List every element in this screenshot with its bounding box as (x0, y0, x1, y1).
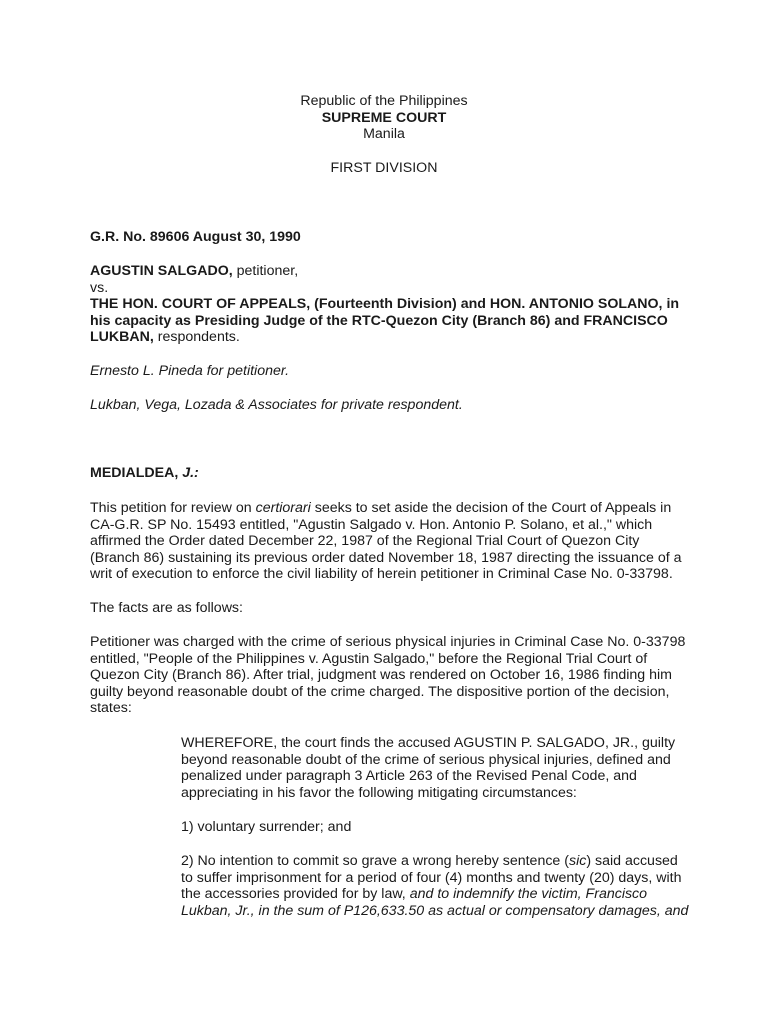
quote-paragraph-1: WHEREFORE, the court finds the accused AGUSTIN P. SALGADO, JR., guilty beyond reasonable doubt of the crime of serious physical injuries, defined and penalized under paragraph 3 Article 263 of the Revised Penal Code, and appreciating in his favor the following mitigating circumstances: (181, 735, 676, 801)
petitioner-name: AGUSTIN SALGADO, (90, 263, 233, 279)
paragraph-1 (90, 500, 690, 583)
respondents-line (90, 296, 690, 346)
division-line: FIRST DIVISION (330, 160, 438, 176)
petitioner-role: petitioner, (232, 263, 299, 279)
quote3-text-c: ) said accused to suffer imprisonment for a period of four (4) months and twenty (20) days, with the accessories provided for by law, (181, 853, 682, 902)
quote-paragraph-2: 1) voluntary surrender; and (181, 819, 352, 835)
quote-paragraph-3 (181, 853, 691, 919)
ponente-name: MEDIALDEA, (90, 465, 183, 481)
republic-line: Republic of the Philippines (300, 93, 468, 109)
petitioner-line (90, 263, 690, 280)
para1-text-a: This petition for review on (90, 500, 256, 516)
para1-text-c: seeks to set aside the decision of the Court of Appeals in CA-G.R. SP No. 15493 entitled, "Agustin Salgado v. Hon. Antonio P. Solano, et al.," which affirmed the Order dated December 22, 1987 of the Regional Trial Court of Quezon City (Branch 86) sustaining its previous order dated November 18, 1987 directing the issuance of a writ of execution to enforce the civil liability of herein petitioner in Criminal Case No. 0-33798. (90, 500, 682, 582)
quote3-sic: sic (569, 853, 587, 869)
ponente-suffix: J.: (182, 465, 199, 481)
versus-line: vs. (90, 279, 109, 296)
respondents-role: respondents. (153, 329, 240, 345)
para1-certiorari: certiorari (255, 500, 311, 516)
paragraph-2: The facts are as follows: (90, 600, 243, 616)
quote3-text-a: 2) No intention to commit so grave a wrong hereby sentence ( (181, 853, 569, 869)
counsel-respondent: Lukban, Vega, Lozada & Associates for private respondent. (90, 397, 463, 413)
paragraph-3: Petitioner was charged with the crime of serious physical injuries in Criminal Case No. 0-33798 entitled, "People of the Philippines v. Agustin Salgado," before the Regional Trial Court of Quezon City (Branch 86). After trial, judgment was rendered on October 16, 1986 finding him guilty beyond reasonable doubt of the crime charged. The dispositive portion of the decision, states: (90, 634, 686, 716)
respondents-names: THE HON. COURT OF APPEALS, (Fourteenth Division) and HON. ANTONIO SOLANO, in his capacity as Presiding Judge of the RTC-Quezon City (Branch 86) and FRANCISCO LUKBAN, (90, 296, 680, 345)
city-line: Manila (363, 126, 405, 142)
quote3-text-d: and to indemnify the victim, Francisco Lukban, Jr., in the sum of P126,633.50 as actual or compensatory damages, and (181, 886, 689, 919)
case-parties (90, 263, 690, 346)
ponente-line (90, 465, 690, 482)
gr-number: G.R. No. 89606 August 30, 1990 (90, 229, 301, 245)
court-header (0, 93, 768, 143)
supreme-court-line: SUPREME COURT (321, 109, 447, 126)
counsel-petitioner: Ernesto L. Pineda for petitioner. (90, 363, 290, 379)
